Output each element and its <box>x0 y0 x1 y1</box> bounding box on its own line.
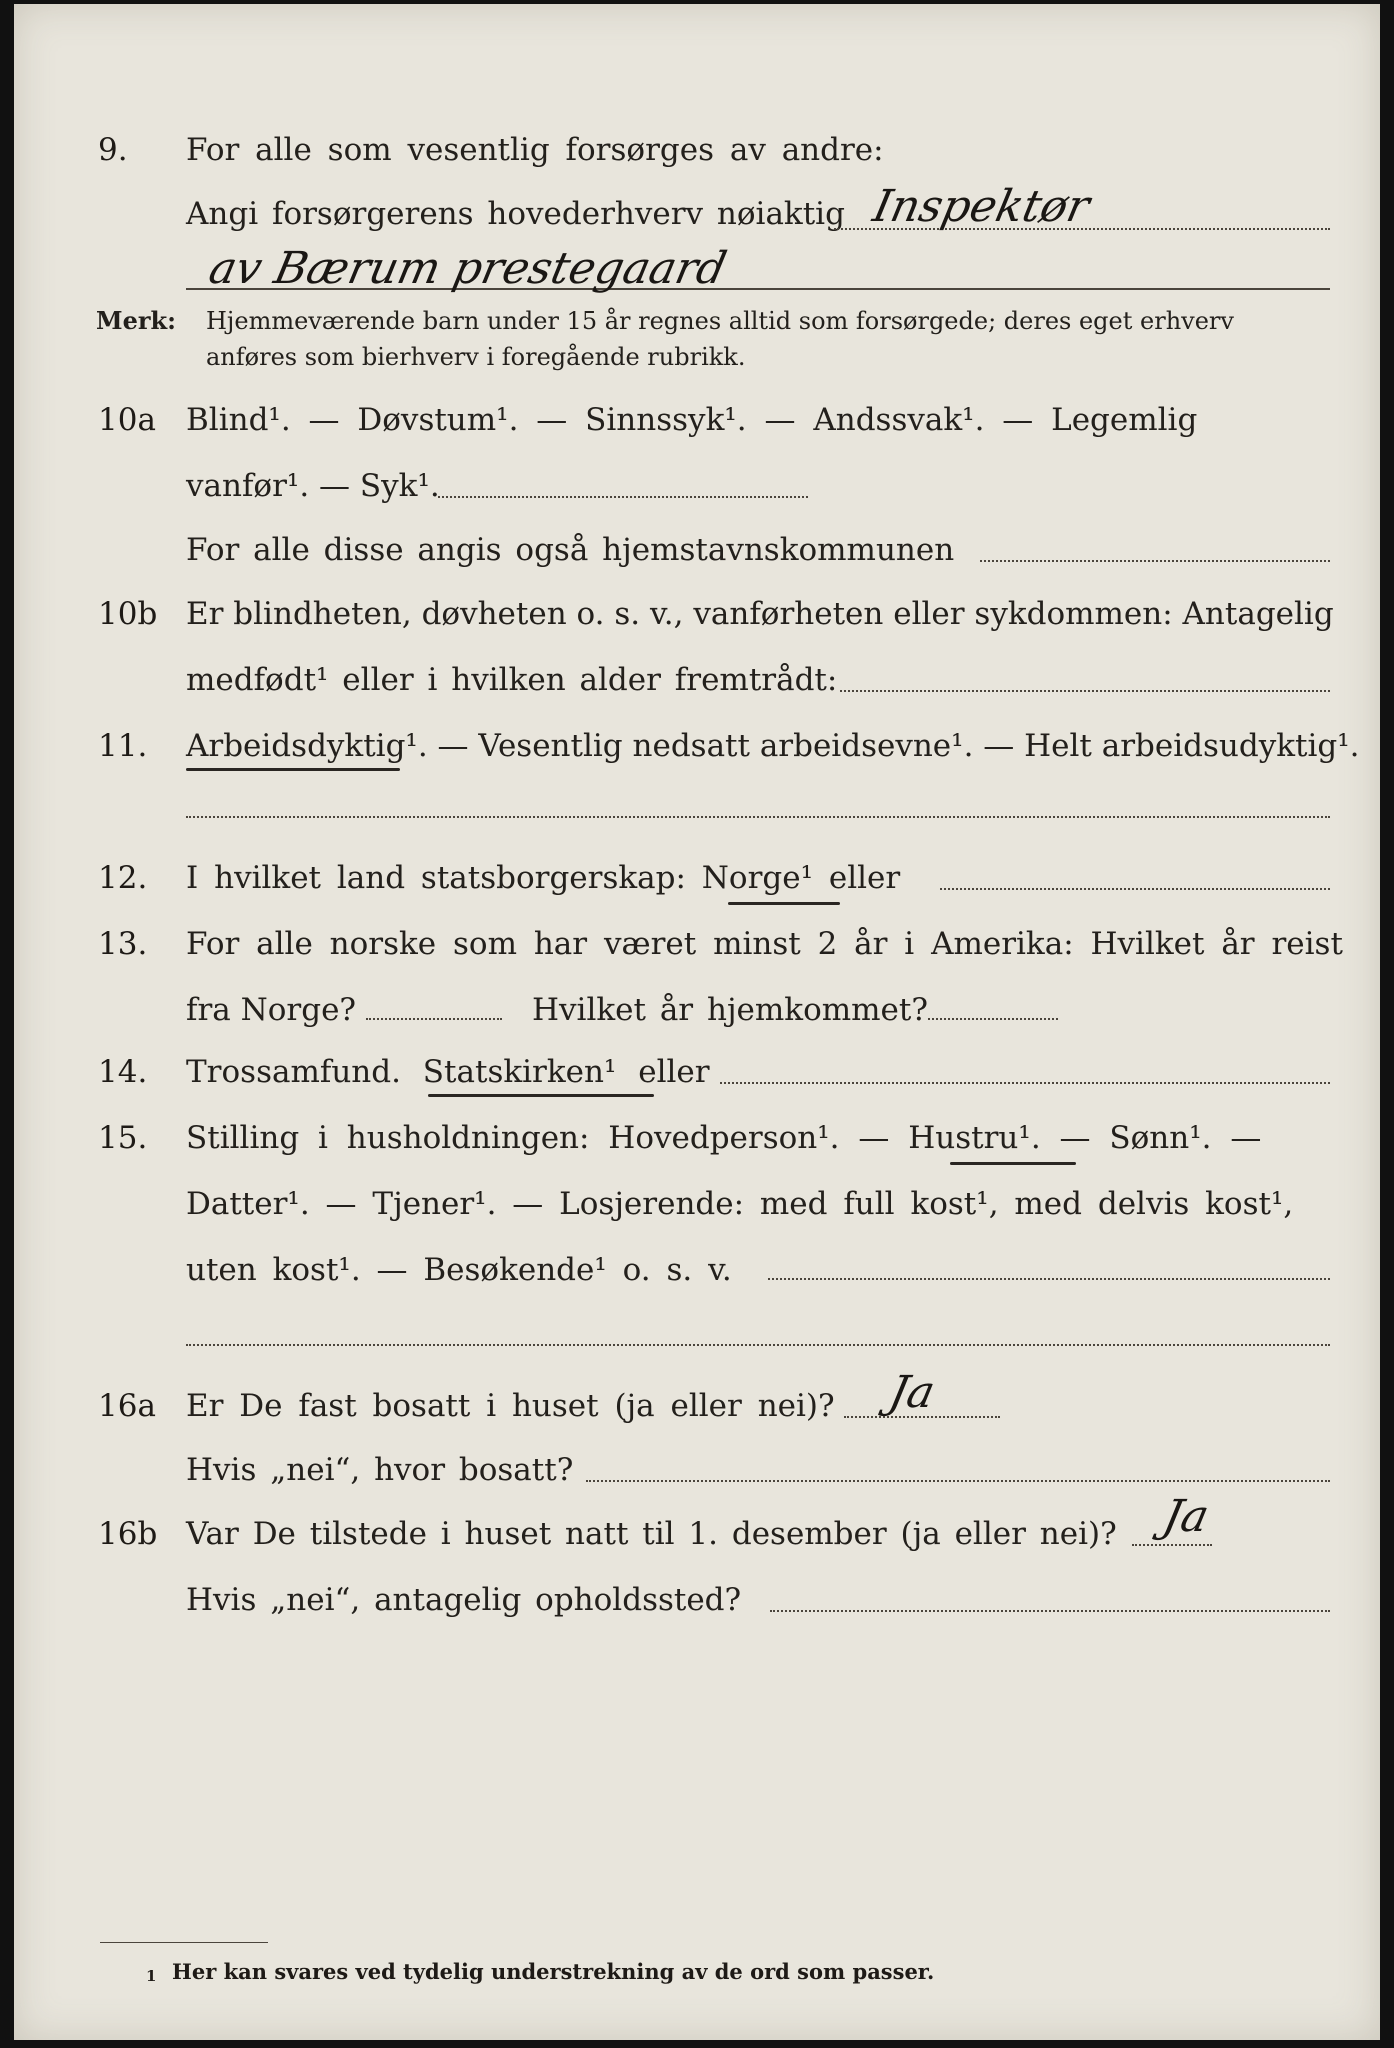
question-number-12: 12. <box>98 860 148 896</box>
q16b-answer-line <box>1132 1544 1212 1546</box>
question-number-10a: 10a <box>98 402 156 438</box>
q14-underline-statskirken <box>428 1094 654 1097</box>
q16a-line1: Er De fast bosatt i huset (ja eller nei)? <box>186 1388 835 1424</box>
q10a-syk-answer-line <box>438 496 808 498</box>
question-number-15: 15. <box>98 1120 148 1156</box>
question-number-10b: 10b <box>98 596 158 632</box>
q15-answer-line-1 <box>768 1278 1330 1280</box>
q15-answer-line-2 <box>186 1344 1330 1346</box>
footnote-text: Her kan svares ved tydelig understrekning av de ord som passer. <box>172 1959 935 1984</box>
q15-line1: Stilling i husholdningen: Hovedperson¹. — Hustru¹. — Sønn¹. — <box>186 1120 1262 1156</box>
question-number-16a: 16a <box>98 1388 156 1424</box>
q13-reist-answer-line <box>366 1018 502 1020</box>
question-number-9: 9. <box>98 132 128 168</box>
q10a-line3: For alle disse angis også hjemstavnskommunen <box>186 532 955 568</box>
q11-answer-line <box>186 816 1330 818</box>
q12-underline-norge <box>728 902 840 905</box>
q16a-bosatt-answer-line <box>586 1480 1330 1482</box>
merk-line1: Hjemmeværende barn under 15 år regnes alltid som forsørgede; deres eget erhverv <box>206 307 1234 335</box>
q10a-line1: Blind¹. — Døvstum¹. — Sinnssyk¹. — Andssvak¹. — Legemlig <box>186 402 1198 438</box>
q16a-handwritten-answer: Ja <box>884 1367 940 1418</box>
q9-handwritten-answer-2: av Bærum prestegaard <box>204 243 731 294</box>
q16a-line2: Hvis „nei“, hvor bosatt? <box>186 1452 574 1488</box>
q16b-line2: Hvis „nei“, antagelig opholdssted? <box>186 1582 742 1618</box>
q10b-answer-line <box>840 690 1330 692</box>
q11-underline-arbeidsdyktig <box>186 768 400 771</box>
q11-line1: Arbeidsdyktig¹. — Vesentlig nedsatt arbeidsevne¹. — Helt arbeidsudyktig¹. <box>186 728 1360 764</box>
question-number-13: 13. <box>98 926 148 962</box>
q16b-handwritten-answer: Ja <box>1158 1491 1214 1542</box>
q13-line1: For alle norske som har været minst 2 år i Amerika: Hvilket år reist <box>186 926 1343 962</box>
merk-line2: anføres som bierhverv i foregående rubrikk. <box>206 343 746 371</box>
merk-label: Merk: <box>96 306 176 335</box>
question-number-11: 11. <box>98 728 148 764</box>
q10a-hjemstavn-answer-line <box>980 560 1330 562</box>
q9-line1: For alle som vesentlig forsørges av andre: <box>186 132 884 168</box>
q10b-line2: medfødt¹ eller i hvilken alder fremtrådt: <box>186 662 838 698</box>
census-form-page <box>14 4 1380 2040</box>
q16b-line1: Var De tilstede i huset natt til 1. desember (ja eller nei)? <box>186 1516 1117 1552</box>
q14-answer-line <box>720 1082 1330 1084</box>
q15-line2: Datter¹. — Tjener¹. — Losjerende: med full kost¹, med delvis kost¹, <box>186 1186 1294 1222</box>
question-number-16b: 16b <box>98 1516 158 1552</box>
footnote-mark: 1 <box>146 1967 157 1985</box>
q10a-line2: vanfør¹. — Syk¹. <box>186 468 440 504</box>
q13-hjemkommet-answer-line <box>928 1018 1058 1020</box>
q12-answer-line <box>940 888 1330 890</box>
q9-line2: Angi forsørgerens hovederhverv nøiaktig <box>186 196 845 232</box>
footnote-rule <box>100 1942 268 1943</box>
q13-line2a: fra Norge? <box>186 992 357 1028</box>
question-number-14: 14. <box>98 1054 148 1090</box>
q10b-line1: Er blindheten, døvheten o. s. v., vanførheten eller sykdommen: Antagelig <box>186 596 1334 632</box>
q9-handwritten-answer-1: Inspektør <box>868 181 1094 232</box>
q16b-opholdssted-answer-line <box>770 1610 1330 1612</box>
q14-line1: Trossamfund. Statskirken¹ eller <box>186 1054 710 1090</box>
q15-underline-hustru <box>950 1162 1076 1165</box>
q13-line2b: Hvilket år hjemkommet? <box>532 992 928 1028</box>
q12-line1: I hvilket land statsborgerskap: Norge¹ eller <box>186 860 901 896</box>
q15-line3: uten kost¹. — Besøkende¹ o. s. v. <box>186 1252 732 1288</box>
